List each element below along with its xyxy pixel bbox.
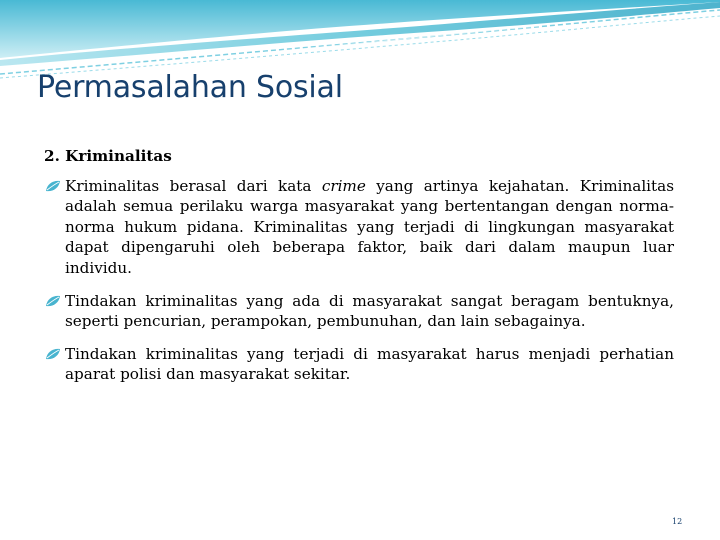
leaf-bullet-icon [45,179,61,193]
header-wave-decoration [0,0,720,80]
bullet-text: Kriminalitas berasal dari kata [65,176,322,195]
bullet-text: yang artinya kejahatan. Kriminalitas adalah semua perilaku warga masyarakat yang bertentangan dengan norma-norma hukum pidana. Kriminalitas yang terjadi di lingkungan masyarakat dapat dipengaruhi oleh beberapa faktor, baik dari dalam maupun luar individu. [65,176,674,277]
bullet-text-italic: crime [321,176,366,195]
leaf-bullet-icon [45,294,61,308]
bullet-item [42,291,674,332]
bullet-item [42,176,674,279]
bullet-text: Tindakan kriminalitas yang ada di masyarakat sangat beragam bentuknya, seperti pencurian, perampokan, pembunuhan, dan lain sebagainya. [65,291,674,331]
leaf-bullet-icon [45,347,61,361]
bullet-text: Tindakan kriminalitas yang terjadi di masyarakat harus menjadi perhatian aparat polisi dan masyarakat sekitar. [65,344,674,384]
section-heading: 2. Kriminalitas [44,147,172,165]
bullet-item [42,344,674,385]
page-number: 12 [672,517,683,526]
slide-content [42,146,674,397]
slide-title: Permasalahan Sosial [37,70,343,105]
